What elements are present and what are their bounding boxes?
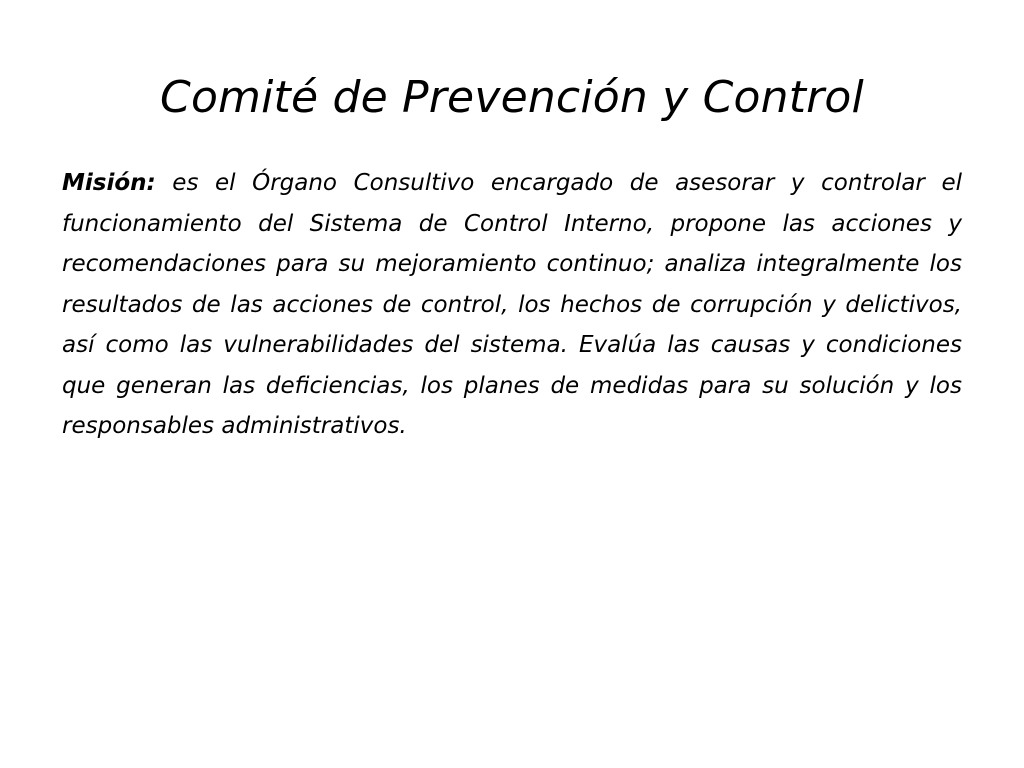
mission-term: Misión: [62, 170, 156, 196]
mission-text: es el Órgano Consultivo encargado de asesorar y controlar el funcionamiento del Sistema de Control Interno, propone las acciones y recomendaciones para su mejoramiento continuo; analiza integralmente los resultados de las acciones de control, los hechos de corrupción y delictivos, así como las vulnerabilidades del sistema. Evalúa las causas y condiciones que generan las deficiencias, los planes de medidas para su solución y los responsables administrativos. [62, 170, 962, 439]
slide-title: Comité de Prevención y Control [160, 72, 864, 123]
slide-body-paragraph [62, 163, 962, 447]
